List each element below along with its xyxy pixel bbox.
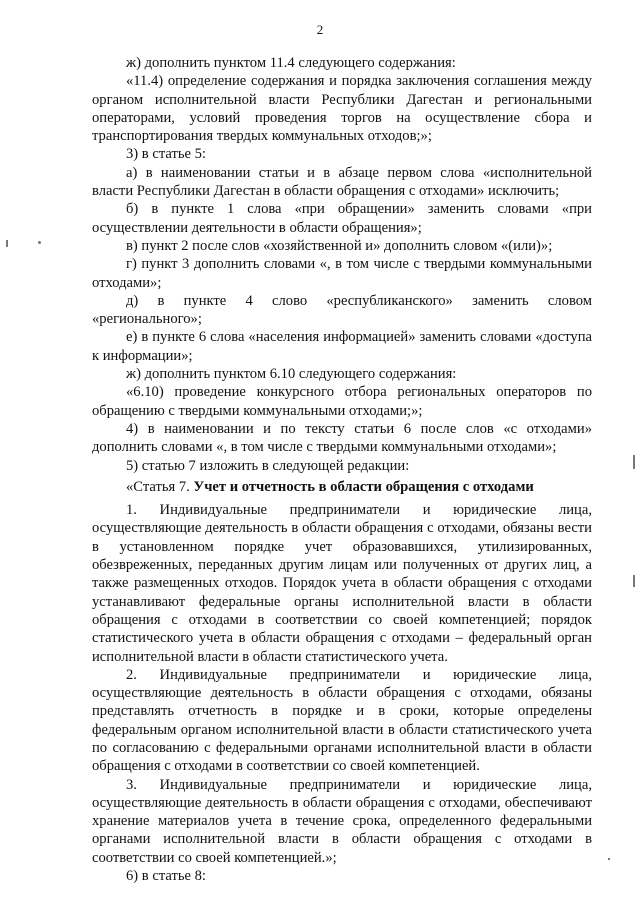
amendment-paragraph: а) в наименовании статьи и в абзаце первом слова «исполнительной власти Республики Дагестан в области обращения с отходами» исключить; <box>92 164 592 200</box>
amendment-paragraph: д) в пункте 4 слово «республиканского» заменить словом «регионального»; <box>92 292 592 328</box>
scan-mark <box>6 240 8 247</box>
amendment-paragraph: «11.4) определение содержания и порядка заключения соглашения между органом исполнительной власти Республики Дагестан и региональными операторами, условий проведения торгов на осуществление сбора и транспортирования твердых коммунальных отходов;»; <box>92 73 592 145</box>
amendment-paragraph: е) в пункте 6 слова «населения информацией» заменить словами «доступа к информации»; <box>92 329 592 364</box>
amendment-paragraph: б) в пункте 1 слова «при обращении» заменить словами «при осуществлении деятельности в области обращения»; <box>92 201 592 236</box>
scan-mark <box>633 455 635 469</box>
scan-mark <box>608 858 610 860</box>
article-paragraph: 3. Индивидуальные предприниматели и юридические лица, осуществляющие деятельность в области обращения с отходами, обеспечивают хранение материалов учета в течение срока, определенного федеральными органами исполнительной власти в области обращения с отходами в соответствии со своей компетенцией.»; <box>92 776 592 866</box>
amendment-paragraph: в) пункт 2 после слов «хозяйственной и» дополнить словом «(или)»; <box>126 237 553 254</box>
amendment-paragraph: «6.10) проведение конкурсного отбора региональных операторов по обращению с твердыми коммунальными отходами;»; <box>92 384 592 419</box>
amendment-paragraph: 5) статью 7 изложить в следующей редакции: <box>126 457 410 474</box>
article-title: Учет и отчетность в области обращения с отходами <box>193 478 534 495</box>
scan-mark <box>38 241 41 244</box>
article-heading <box>92 478 592 496</box>
article-prefix: «Статья 7. <box>126 478 194 495</box>
amendment-paragraph: 3) в статье 5: <box>126 146 206 163</box>
amendment-paragraph: 4) в наименовании и по тексту статьи 6 после слов «с отходами» дополнить словами «, в том числе с твердыми коммунальными отходами»; <box>92 420 592 456</box>
amendment-paragraph: ж) дополнить пунктом 11.4 следующего содержания: <box>126 55 456 71</box>
amendment-paragraph: 6) в статье 8: <box>126 868 206 885</box>
page-number: 2 <box>316 22 324 37</box>
document-body <box>92 54 592 885</box>
amendment-paragraph: ж) дополнить пунктом 6.10 следующего содержания: <box>126 366 457 383</box>
amendment-paragraph: г) пункт 3 дополнить словами «, в том числе с твердыми коммунальными отходами»; <box>92 256 592 291</box>
article-paragraph: 2. Индивидуальные предприниматели и юридические лица, осуществляющие деятельность в области обращения с отходами, обязаны представлять отчетность в порядке и в сроки, которые определены федеральным органом исполнительной власти в области статистического учета по согласованию с федеральными органами исполнительной власти в области обращения с отходами в соответствии со своей компетенцией. <box>92 666 592 775</box>
article-paragraph: 1. Индивидуальные предприниматели и юридические лица, осуществляющие деятельность в области обращения с отходами, обязаны вести в установленном порядке учет образовавшихся, утилизированных, обезвреженных, переданных другим лицам или полученных от других лиц, а также размещенных отходов. Порядок учета в области обращения с отходами устанавливают федеральные органы исполнительной власти в области обращения с отходами в соответствии со своей компетенцией; порядок статистического учета в области обращения с отходами – федеральный орган исполнительной власти в области статистического учета. <box>92 502 592 665</box>
scan-mark <box>633 575 635 587</box>
